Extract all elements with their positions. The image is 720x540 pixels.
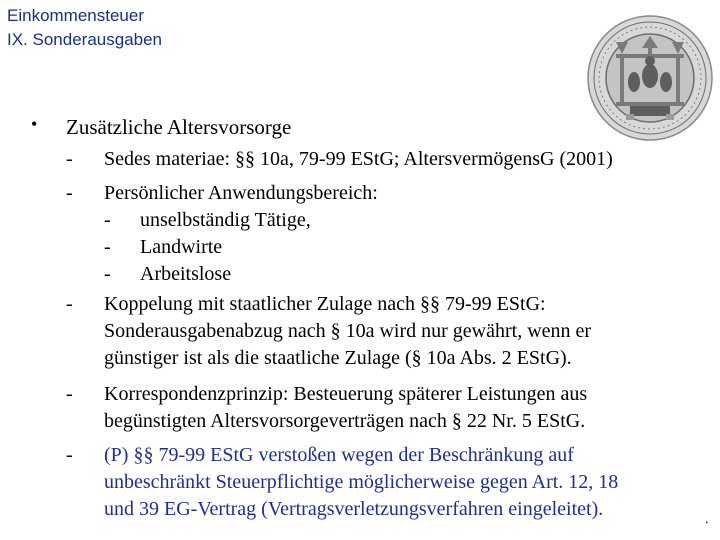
footer-mark: . [705,512,709,527]
list-item [104,291,699,372]
sub-item: - Landwirte [104,236,223,258]
section-heading: Zusätzliche Altersvorsorge [66,115,292,139]
list-item-highlighted [104,442,699,523]
item-line: Sedes materiae: §§ 10a, 79-99 EStG; AltersvermögensG (2001) [104,148,613,170]
header-subtitle: IX. Sonderausgaben [7,30,163,49]
list-item [104,146,699,173]
list-dash: - [66,444,73,466]
item-line: und 39 EG-Vertrag (Vertragsverletzungsverfahren eingeleitet). [104,498,604,520]
item-line: (P) §§ 79-99 EStG verstoßen wegen der Beschränkung auf [104,444,574,466]
item-line: Sonderausgabenabzug nach § 10a wird nur gewährt, wenn er [104,320,592,342]
list-dash: - [66,383,73,405]
list-item [104,381,699,435]
item-line: Persönlicher Anwendungsbereich: [104,182,378,204]
sub-item: - Arbeitslose [104,263,232,285]
item-line: günstiger ist als die staatliche Zulage (§ 10a Abs. 2 EStG). [104,347,572,369]
sub-item: - unselbständig Tätige, [104,209,311,231]
list-item [104,180,699,288]
item-line: begünstigten Altersvorsorgeverträgen nach § 22 Nr. 5 EStG. [104,410,586,432]
header-title: Einkommensteuer [7,6,145,25]
item-line: Koppelung mit staatlicher Zulage nach §§ 79-99 EStG: [104,293,546,315]
item-line: unbeschränkt Steuerpflichtige möglicherweise gegen Art. 12, 18 [104,471,619,493]
list-dash: - [66,148,73,170]
list-dash: - [66,293,73,315]
list-dash: - [66,182,73,204]
item-line: Korrespondenzprinzip: Besteuerung späterer Leistungen aus [104,383,588,405]
university-seal-icon [586,14,714,142]
bullet-marker: • [31,114,38,134]
